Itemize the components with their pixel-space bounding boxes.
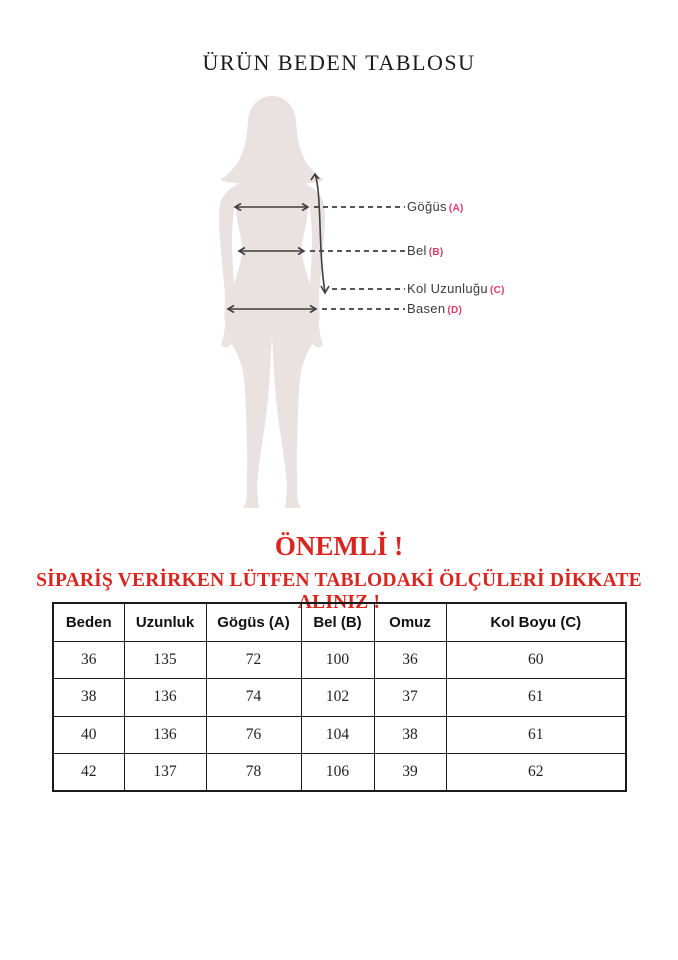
table-cell: 72 xyxy=(206,641,301,679)
table-cell: 61 xyxy=(446,716,626,754)
table-cell: 38 xyxy=(374,716,446,754)
measurement-label-basen-text: Basen xyxy=(407,301,446,316)
table-cell: 38 xyxy=(53,679,124,717)
table-cell: 78 xyxy=(206,754,301,792)
table-cell: 60 xyxy=(446,641,626,679)
table-cell: 135 xyxy=(124,641,206,679)
table-cell: 36 xyxy=(374,641,446,679)
table-cell: 61 xyxy=(446,679,626,717)
table-cell: 102 xyxy=(301,679,374,717)
measurement-label-gogus-text: Göğüs xyxy=(407,199,447,214)
size-table xyxy=(52,602,627,792)
measurement-code-c: (C) xyxy=(489,285,505,296)
measurement-label-kol-uzunlugu xyxy=(407,282,505,298)
warning-heading: ÖNEMLİ ! xyxy=(274,531,404,561)
table-cell: 40 xyxy=(53,716,124,754)
column-header-bel: Bel (B) xyxy=(301,603,374,641)
table-cell: 76 xyxy=(206,716,301,754)
table-cell: 136 xyxy=(124,679,206,717)
measurement-label-bel-text: Bel xyxy=(407,243,427,258)
page-title: ÜRÜN BEDEN TABLOSU xyxy=(202,50,476,75)
table-row xyxy=(53,641,626,679)
size-table-body xyxy=(53,641,626,791)
column-header-gogus: Gögüs (A) xyxy=(206,603,301,641)
silhouette-left-arm xyxy=(219,185,237,347)
silhouette-hair-head xyxy=(220,96,324,183)
column-header-beden: Beden xyxy=(53,603,124,641)
table-cell: 39 xyxy=(374,754,446,792)
table-cell: 104 xyxy=(301,716,374,754)
measurement-label-basen xyxy=(407,302,462,318)
column-header-uzunluk: Uzunluk xyxy=(124,603,206,641)
table-cell: 74 xyxy=(206,679,301,717)
measurement-label-kol-uzunlugu-text: Kol Uzunluğu xyxy=(407,281,488,296)
table-cell: 62 xyxy=(446,754,626,792)
table-cell: 37 xyxy=(374,679,446,717)
table-row xyxy=(53,716,626,754)
measurement-code-d: (D) xyxy=(447,305,463,316)
measurement-label-bel xyxy=(407,244,444,260)
table-cell: 100 xyxy=(301,641,374,679)
body-measurement-diagram xyxy=(180,90,410,510)
table-cell: 36 xyxy=(53,641,124,679)
body-silhouette xyxy=(219,96,325,508)
table-cell: 137 xyxy=(124,754,206,792)
table-cell: 106 xyxy=(301,754,374,792)
column-header-omuz: Omuz xyxy=(374,603,446,641)
silhouette-torso-legs xyxy=(226,173,319,508)
table-cell: 136 xyxy=(124,716,206,754)
column-header-kol-boyu: Kol Boyu (C) xyxy=(446,603,626,641)
measurement-label-gogus xyxy=(407,200,464,216)
warning-subheading: SİPARİŞ VERİRKEN LÜTFEN TABLODAKİ ÖLÇÜLERİ DİKKATE ALINIZ ! xyxy=(36,570,642,613)
table-header-row xyxy=(53,603,626,641)
table-row xyxy=(53,679,626,717)
table-cell: 42 xyxy=(53,754,124,792)
measurement-code-b: (B) xyxy=(428,247,444,258)
measurement-code-a: (A) xyxy=(448,203,464,214)
table-row xyxy=(53,754,626,792)
